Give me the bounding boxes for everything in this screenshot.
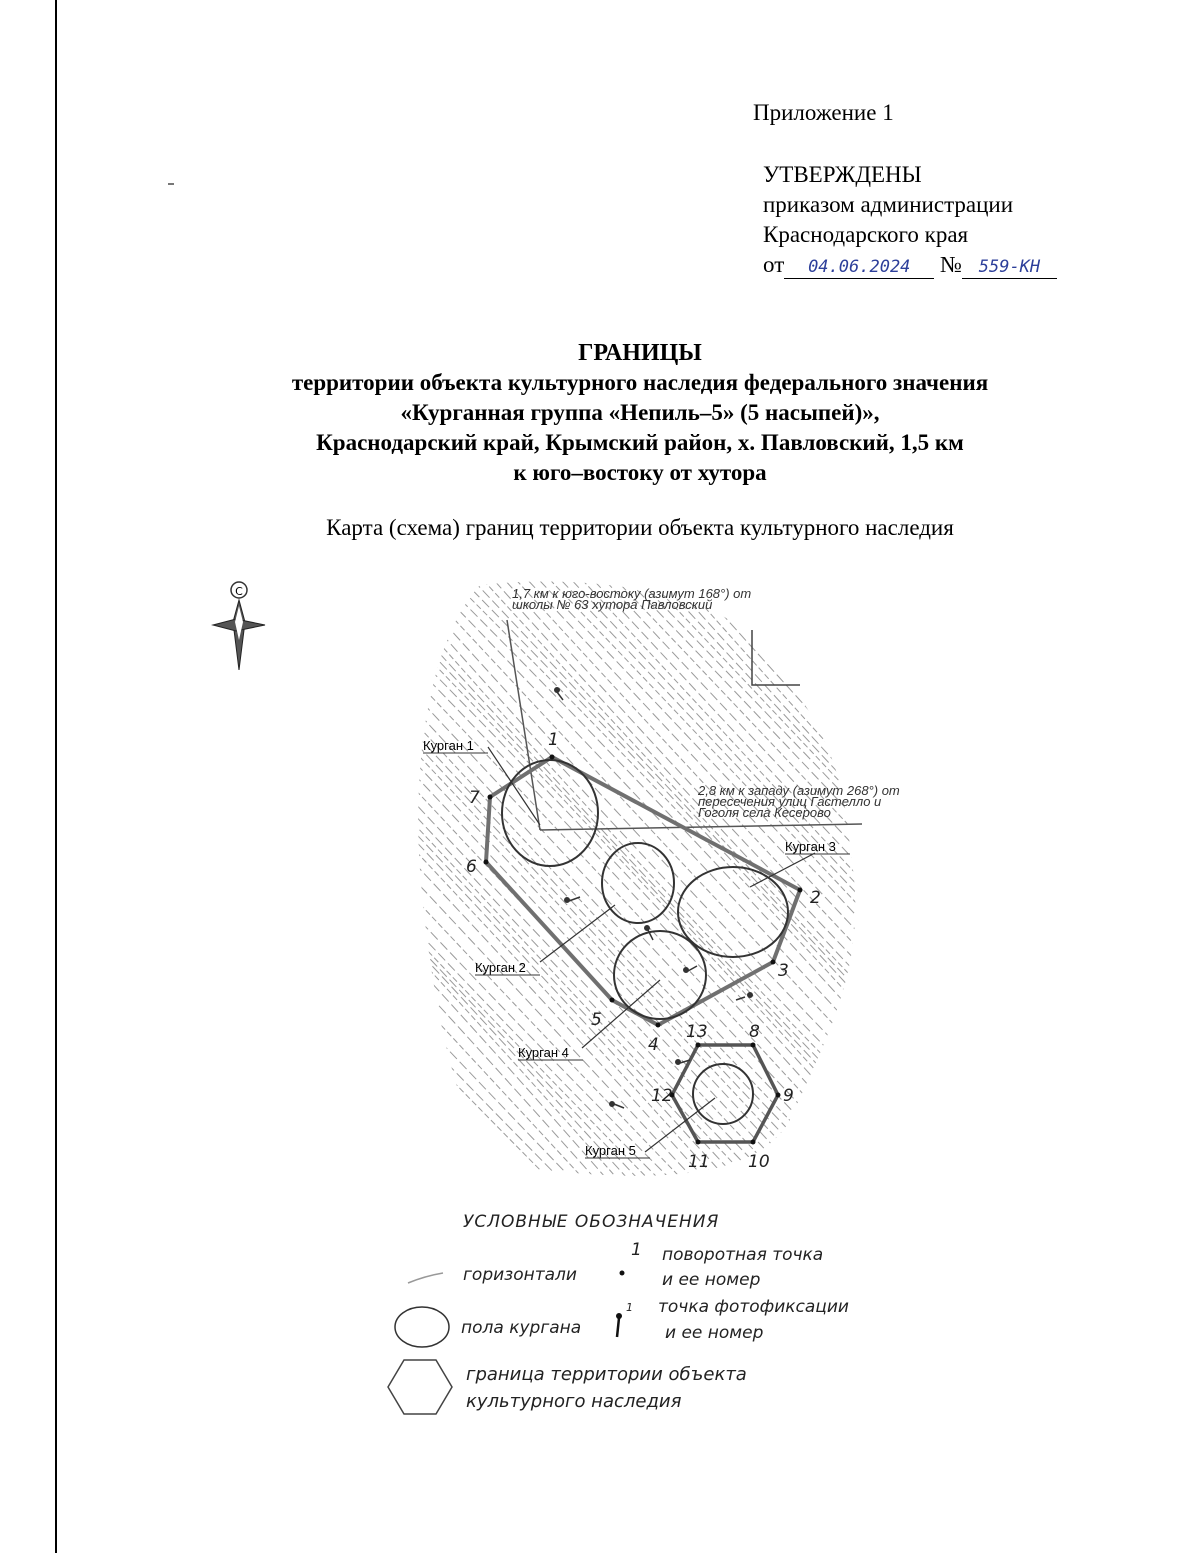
compass-rose-icon bbox=[213, 582, 265, 670]
legend-turning-point-icon bbox=[620, 1271, 625, 1276]
point-9: 9 bbox=[783, 1086, 794, 1106]
kurgan-1-floor bbox=[502, 760, 598, 866]
heading-line-3: Краснодарский край, Крымский район, х. Павловский, 1,5 км bbox=[316, 430, 964, 455]
kurgan-3-label: Курган 3 bbox=[785, 839, 836, 854]
point-5: 5 bbox=[591, 1010, 602, 1030]
point-2: 2 bbox=[810, 888, 821, 908]
point-8: 8 bbox=[749, 1022, 760, 1042]
approval-line-1: приказом администрации bbox=[763, 192, 1014, 217]
point-6: 6 bbox=[466, 857, 477, 877]
point-13: 13 bbox=[686, 1022, 708, 1042]
from-label: от bbox=[763, 252, 785, 277]
kurgan-5-floor bbox=[693, 1064, 753, 1124]
legend-title: УСЛОВНЫЕ ОБОЗНАЧЕНИЯ bbox=[463, 1212, 720, 1232]
kurgan-4-label: Курган 4 bbox=[518, 1045, 569, 1060]
heading-title: ГРАНИЦЫ bbox=[578, 340, 702, 366]
heading-line-1: территории объекта культурного наследия федерального значения bbox=[291, 370, 989, 395]
heading-line-2: «Курганная группа «Непиль–5» (5 насыпей)», bbox=[400, 400, 880, 425]
kurgan-1-label: Курган 1 bbox=[423, 738, 474, 753]
number-label: № bbox=[940, 252, 962, 277]
map-frame-corner bbox=[752, 630, 800, 685]
legend-photo-point-stem bbox=[617, 1318, 619, 1337]
appendix-label: Приложение 1 bbox=[753, 100, 894, 125]
point-7: 7 bbox=[469, 788, 480, 808]
kurgan-4-floor bbox=[614, 931, 706, 1019]
legend-turning-point-number: 1 bbox=[631, 1240, 642, 1260]
legend-photo-point-number: 1 bbox=[626, 1301, 633, 1314]
legend-photo-point-line-1: точка фотофиксации bbox=[658, 1297, 849, 1317]
legend-contour-icon bbox=[408, 1273, 443, 1283]
legend-boundary-line-2: культурного наследия bbox=[466, 1391, 682, 1412]
point-4: 4 bbox=[648, 1035, 659, 1055]
compass-north-letter: С bbox=[235, 585, 243, 598]
reference-line-east bbox=[540, 824, 862, 830]
legend-kurgan-floor: пола кургана bbox=[461, 1318, 582, 1338]
kurgan-3-floor bbox=[678, 867, 788, 957]
point-11: 11 bbox=[688, 1152, 710, 1172]
approval-number: 559-КН bbox=[962, 256, 1057, 279]
note-east-text: 2,8 км к западу (азимут 268°) от пересечения улиц Гастелло и Гоголя села Кесерово bbox=[698, 783, 900, 820]
point-1: 1 bbox=[548, 730, 559, 750]
contour-lines bbox=[0, 560, 1200, 1200]
point-3: 3 bbox=[778, 961, 789, 981]
point-12: 12 bbox=[651, 1086, 673, 1106]
point-10: 10 bbox=[748, 1152, 770, 1172]
legend-boundary-line-1: граница территории объекта bbox=[466, 1364, 747, 1385]
map-subtitle: Карта (схема) границ территории объекта культурного наследия bbox=[326, 515, 954, 540]
kurgan-2-floor bbox=[602, 843, 674, 923]
legend-contours: горизонтали bbox=[463, 1265, 577, 1285]
approval-title: УТВЕРЖДЕНЫ bbox=[763, 162, 922, 187]
heading-line-4: к юго–востоку от хутора bbox=[513, 460, 767, 485]
approval-line-2: Краснодарского края bbox=[763, 222, 969, 247]
legend-ellipse-icon bbox=[395, 1307, 449, 1347]
note-north-text: 1,7 км к юго-востоку (азимут 168°) от школы № 63 хутора Павловский bbox=[512, 586, 752, 612]
legend-turning-point-line-1: поворотная точка bbox=[662, 1245, 824, 1265]
legend-photo-point-line-2: и ее номер bbox=[665, 1323, 764, 1343]
legend-hexagon-icon bbox=[388, 1360, 452, 1414]
legend-turning-point-line-2: и ее номер bbox=[662, 1270, 761, 1290]
kurgan-5-label: Курган 5 bbox=[585, 1143, 636, 1158]
approval-date: 04.06.2024 bbox=[784, 256, 934, 279]
kurgan-2-label: Курган 2 bbox=[475, 960, 526, 975]
